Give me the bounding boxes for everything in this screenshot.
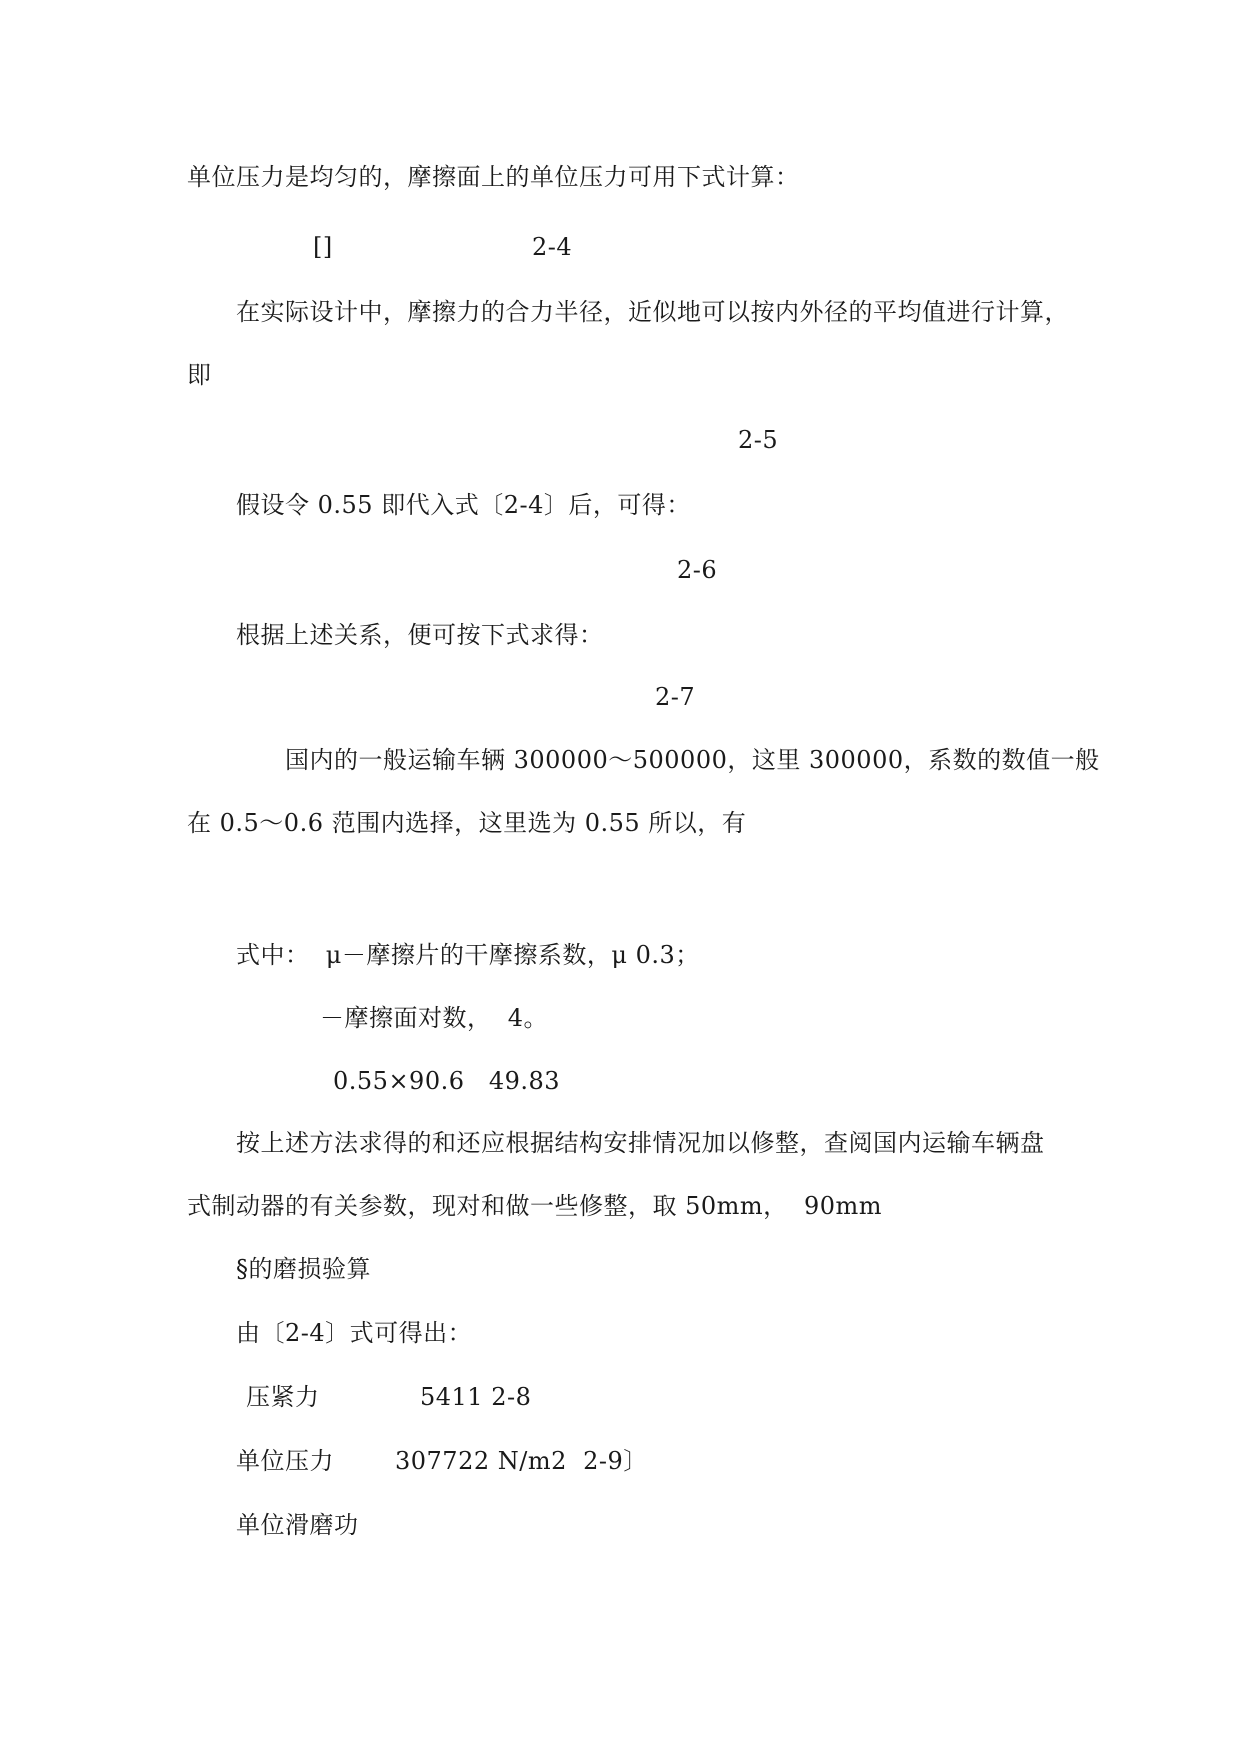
text-line-relation: 根据上述关系，便可按下式求得： bbox=[236, 621, 604, 649]
text-line-adjust: 按上述方法求得的和还应根据结构安排情况加以修整，查阅国内运输车辆盘 bbox=[236, 1129, 1045, 1157]
text-line-radius: 在实际设计中，摩擦力的合力半径，近似地可以按内外径的平均值进行计算， bbox=[236, 298, 1069, 326]
equation-number-2-6: 2-6 bbox=[677, 556, 718, 584]
equation-number-2-4: 2-4 bbox=[532, 233, 573, 261]
text-line-params: 式制动器的有关参数，现对和做一些修整，取 50mm， 90mm bbox=[187, 1192, 882, 1220]
label-unit-pressure: 单位压力 bbox=[236, 1447, 334, 1475]
equation-number-2-5: 2-5 bbox=[738, 426, 779, 454]
label-unit-friction-work: 单位滑磨功 bbox=[236, 1511, 359, 1539]
text-line-pressure-intro: 单位压力是均匀的，摩擦面上的单位压力可用下式计算： bbox=[187, 163, 800, 191]
text-line-from-eq: 由〔2-4〕式可得出： bbox=[236, 1319, 473, 1347]
label-clamping-force: 压紧力 bbox=[246, 1383, 320, 1411]
value-unit-pressure: 307722 N/m2 2-9〕 bbox=[395, 1447, 648, 1475]
text-line-vehicles: 国内的一般运输车辆 300000～500000，这里 300000，系数的数值一般 bbox=[285, 746, 1100, 774]
section-heading-wear: §的磨损验算 bbox=[236, 1255, 371, 1283]
value-clamping-force: 5411 2-8 bbox=[420, 1383, 532, 1411]
text-line-assume: 假设令 0.55 即代入式〔2-4〕后，可得： bbox=[236, 491, 691, 519]
text-line-where-mu: 式中： μ－摩擦片的干摩擦系数，μ 0.3； bbox=[236, 941, 700, 969]
text-line-surface-pairs: －摩擦面对数， 4。 bbox=[320, 1004, 549, 1032]
text-line-range: 在 0.5～0.6 范围内选择，这里选为 0.55 所以，有 bbox=[187, 809, 747, 837]
text-line-ji: 即 bbox=[187, 361, 212, 389]
equation-number-2-7: 2-7 bbox=[655, 683, 696, 711]
text-line-calc: 0.55×90.6 49.83 bbox=[333, 1067, 561, 1095]
formula-placeholder: [] bbox=[313, 233, 333, 261]
